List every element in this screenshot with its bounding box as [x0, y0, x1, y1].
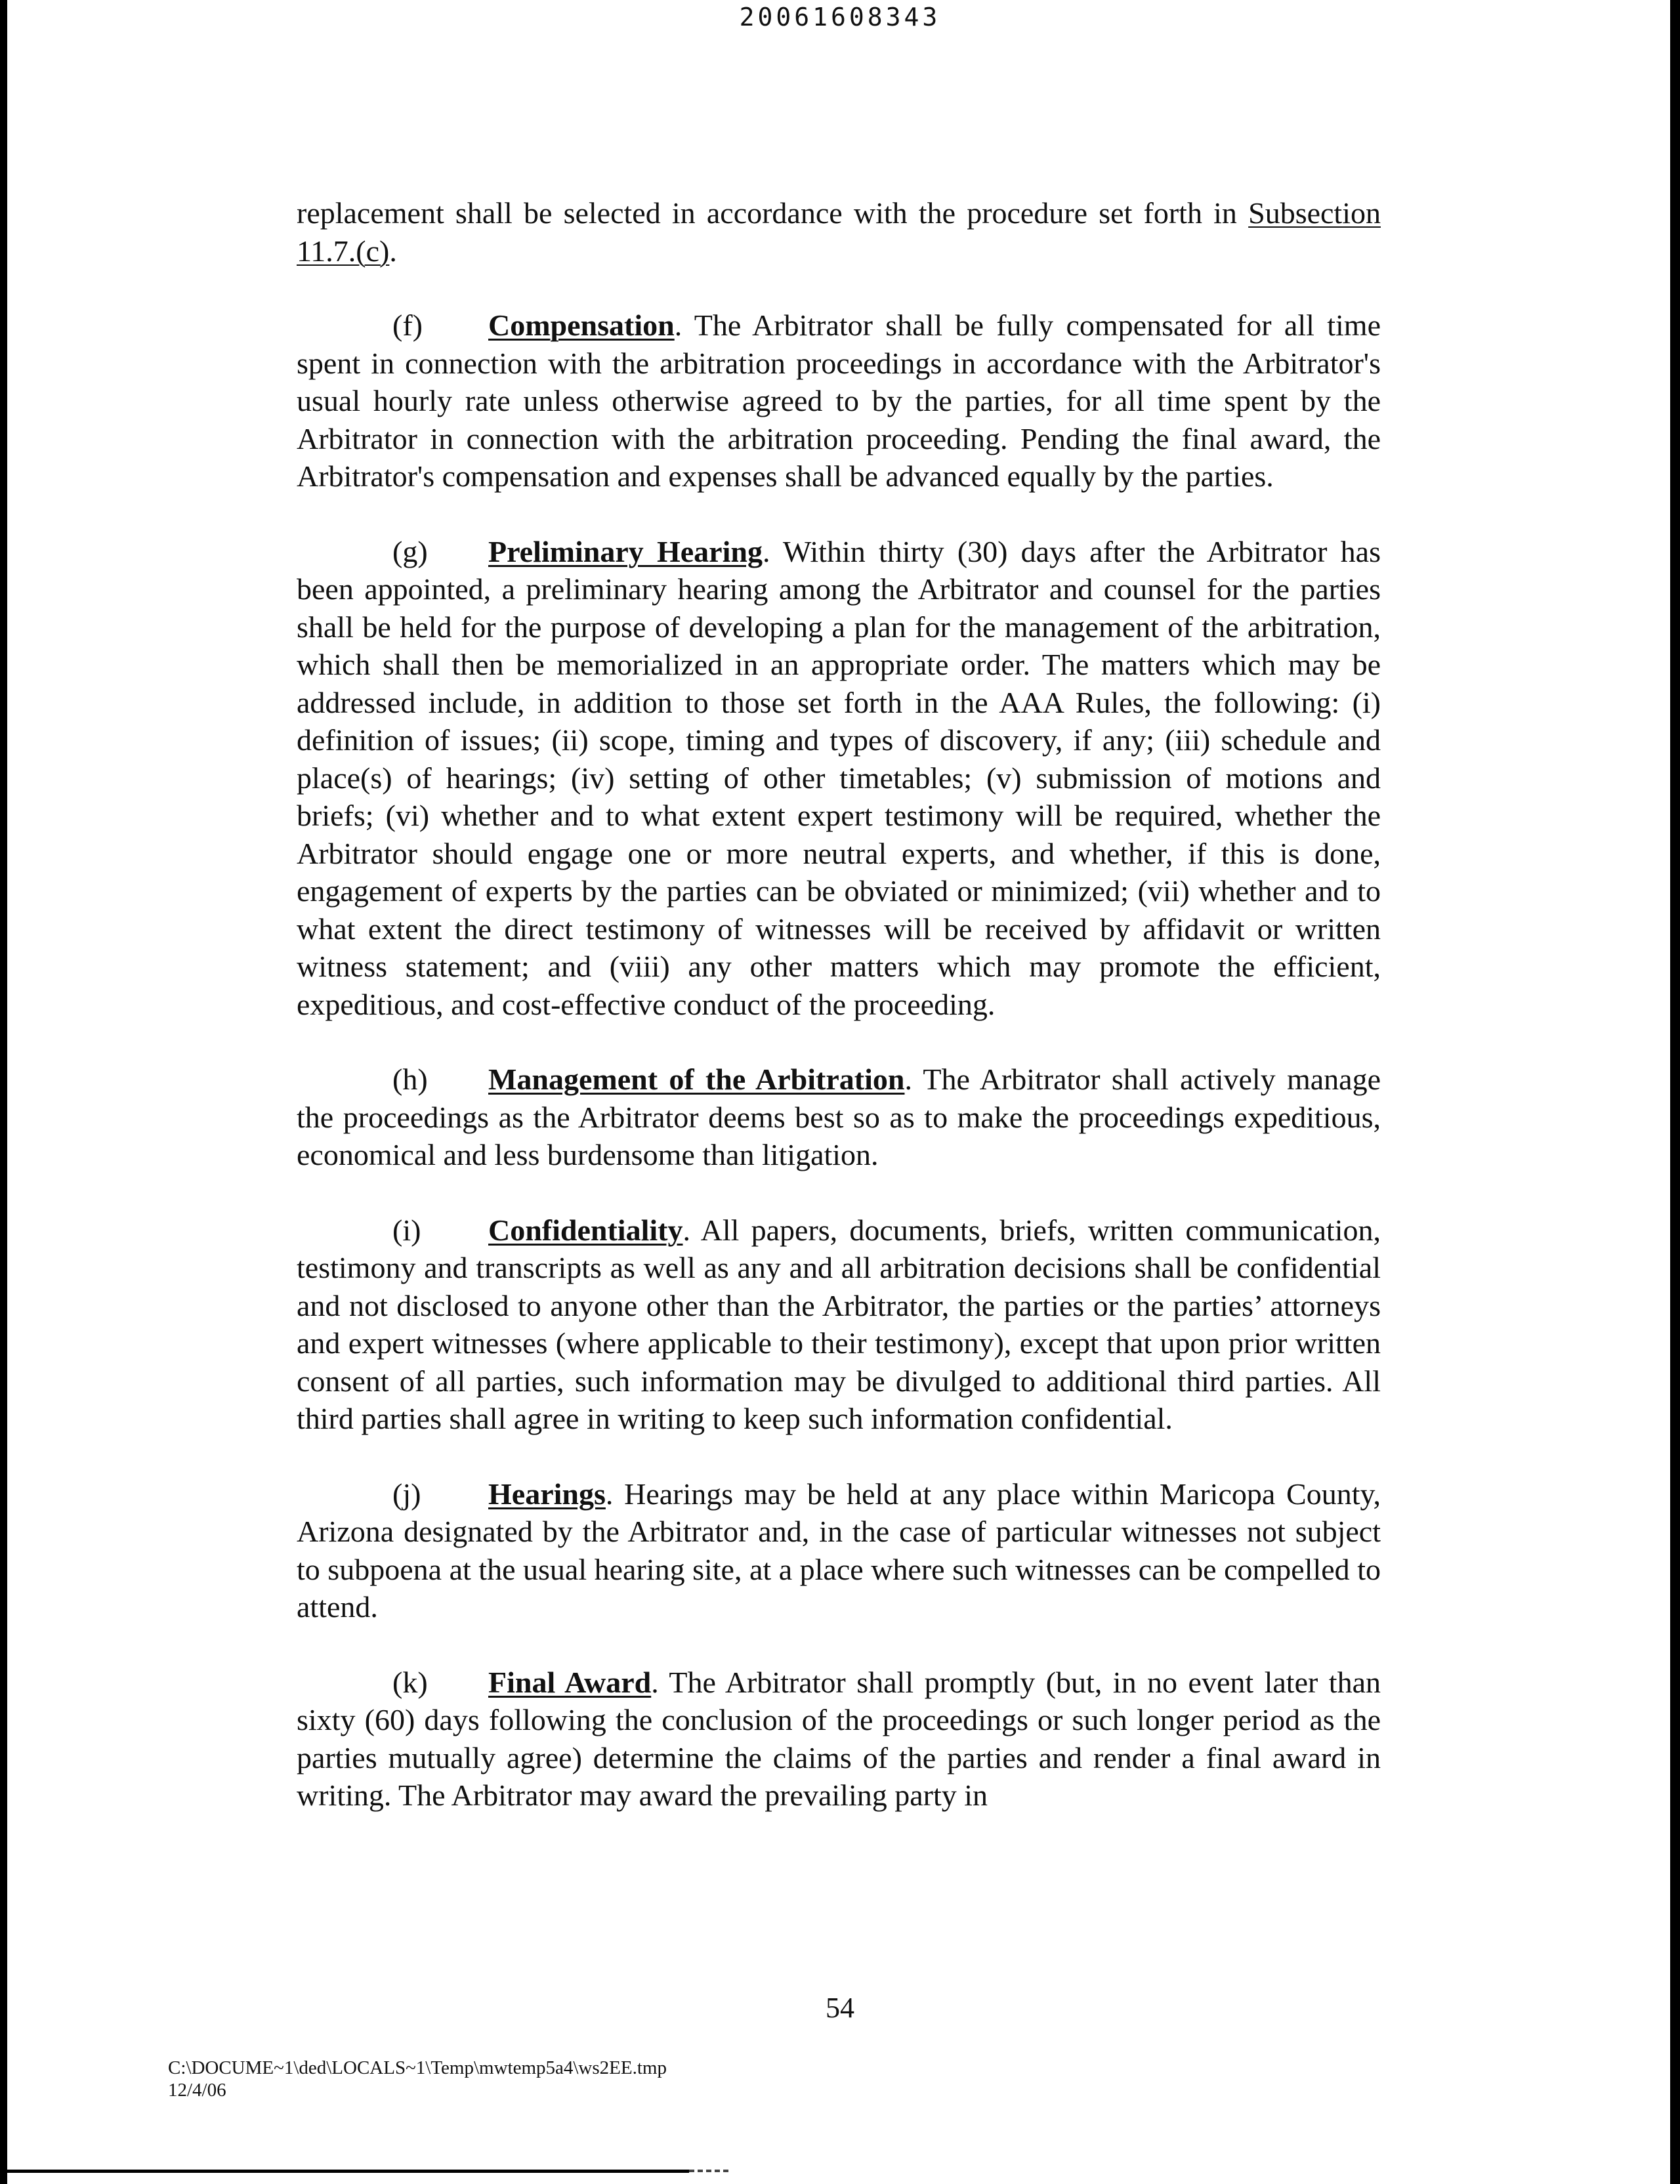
page-number: 54: [826, 1992, 854, 2024]
section-text: . The Arbitrator shall promptly (but, in no event later than sixty (60) days following the conclusion of the proceedings or such longer period as the parties mutually agree) determine the claims of the parties and render a final award in writing. The Arbitrator may award the prevailing party in: [297, 1665, 1381, 1812]
section-heading: Compensation: [488, 308, 675, 342]
section-f-compensation: [297, 306, 1381, 495]
section-marker: (k): [392, 1665, 428, 1699]
footer-file-path: C:\DOCUME~1\ded\LOCALS~1\Temp\mwtemp5a4\ws2EE.tmp: [168, 2057, 667, 2078]
section-text: . The Arbitrator shall actively manage the proceedings as the Arbitrator deems best so as to make the proceedings expeditious, economical and less burdensome than litigation.: [297, 1062, 1381, 1171]
section-heading: Final Award: [488, 1665, 652, 1699]
section-heading: Hearings: [488, 1477, 606, 1511]
section-i-confidentiality: [297, 1211, 1381, 1438]
paragraph-continuation: [297, 194, 1381, 270]
paragraph-text: replacement shall be selected in accordance with the procedure set forth in: [297, 196, 1249, 230]
footer-date: 12/4/06: [168, 2080, 226, 2101]
section-marker: (i): [392, 1213, 421, 1247]
section-text: . All papers, documents, briefs, written communication, testimony and transcripts as well as any and all arbitration decisions shall be confidential and not disclosed to anyone other than the Arbitrator, the parties or the parties’ attorneys and expert witnesses (where applicable to their testimony), except that upon prior written consent of all parties, such information may be divulged to additional third parties. All third parties shall agree in writing to keep such information confidential.: [297, 1213, 1381, 1435]
scan-border-left: [0, 0, 7, 2184]
document-body: [297, 194, 1381, 1852]
section-text: . The Arbitrator shall be fully compensated for all time spent in connection with the arbitration proceedings in accordance with the Arbitrator's usual hourly rate unless otherwise agreed to by the parties, for all time spent by the Arbitrator in connection with the arbitration proceeding. Pending the final award, the Arbitrator's compensation and expenses shall be advanced equally by the parties.: [297, 308, 1381, 493]
section-heading: Confidentiality: [488, 1213, 683, 1247]
section-k-final-award: [297, 1664, 1381, 1815]
section-text: . Hearings may be held at any place within Maricopa County, Arizona designated by the Arbitrator and, in the case of particular witnesses not subject to subpoena at the usual hearing site, at a place where such witnesses can be compelled to attend.: [297, 1477, 1381, 1624]
section-j-hearings: [297, 1475, 1381, 1626]
subsection-reference: Subsection 11.7.(c): [297, 196, 1381, 268]
section-marker: (j): [392, 1477, 421, 1511]
section-g-preliminary-hearing: [297, 533, 1381, 1024]
section-heading: Management of the Arbitration: [488, 1062, 905, 1096]
section-marker: (h): [392, 1062, 428, 1096]
scan-border-bottom-dashed: [689, 2170, 728, 2172]
scan-border-right: [1670, 0, 1680, 2184]
section-heading: Preliminary Hearing: [488, 534, 763, 568]
scan-border-bottom: [0, 2170, 689, 2173]
section-text: . Within thirty (30) days after the Arbitrator has been appointed, a preliminary hearing among the Arbitrator and counsel for the parties shall be held for the purpose of developing a plan for the management of the arbitration, which shall then be memorialized in an appropriate order. The matters which may be addressed include, in addition to those set forth in the AAA Rules, the following: (i) definition of issues; (ii) scope, timing and types of discovery, if any; (iii) schedule and place(s) of hearings; (iv) setting of other timetables; (v) submission of motions and briefs; (vi) whether and to what extent expert testimony will be required, whether the Arbitrator should engage one or more neutral experts, and whether, if this is done, engagement of experts by the parties can be obviated or minimized; (vii) whether and to what extent the direct testimony of witnesses will be received by affidavit or written witness statement; and (viii) any other matters which may promote the efficient, expeditious, and cost-effective conduct of the proceeding.: [297, 534, 1381, 1021]
paragraph-text-tail: .: [389, 234, 397, 268]
footer: [168, 2057, 667, 2101]
document-id-header: 20061608343: [739, 3, 941, 32]
section-marker: (f): [392, 308, 423, 342]
section-marker: (g): [392, 534, 428, 568]
section-h-management: [297, 1060, 1381, 1174]
